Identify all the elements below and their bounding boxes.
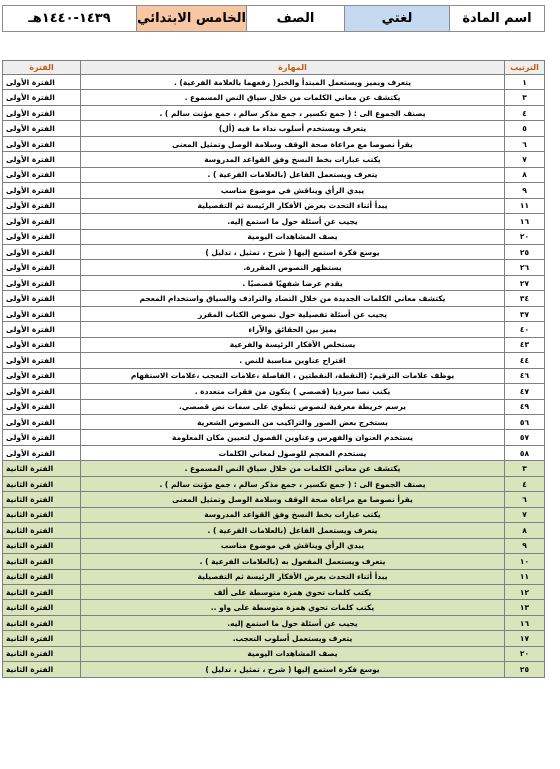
period-text: الفترة الأولى [3, 121, 81, 136]
period-text: الفترة الثانية [3, 461, 81, 476]
table-row [3, 430, 545, 445]
skill-text: يجيب عن أسئلة تفصيلية حول نصوص الكتاب المقرر [81, 306, 505, 321]
period-text: الفترة الأولى [3, 399, 81, 414]
academic-year: ١٤٣٩-١٤٤٠هـ [3, 6, 137, 32]
period-text: الفترة الثانية [3, 492, 81, 507]
skill-text: يقرأ نصوصا مع مراعاة صحة الوقف وسلامة الوصل وتمثيل المعنى [81, 136, 505, 151]
row-number: ٥٧ [505, 430, 545, 445]
period-text: الفترة الأولى [3, 105, 81, 120]
skill-text: يستخرج بعض الصور والتراكيب من النصوص الشعرية [81, 414, 505, 429]
skill-text: يقرأ نصوصا مع مراعاة صحة الوقف وسلامة الوصل وتمثيل المعنى [81, 492, 505, 507]
table-row [3, 476, 545, 491]
row-number: ٤٧ [505, 384, 545, 399]
table-row [3, 631, 545, 646]
table-row [3, 75, 545, 90]
skill-text: يجيب عن أسئلة حول ما استمع إليه. [81, 214, 505, 229]
row-number: ٣٤ [505, 291, 545, 306]
period-text: الفترة الأولى [3, 353, 81, 368]
table-row [3, 167, 545, 182]
skill-text: يصف المشاهدات اليومية [81, 229, 505, 244]
row-number: ١١ [505, 569, 545, 584]
skill-text: يرسم خريطة معرفية لنصوص تنطوي على سمات نص قصصي. [81, 399, 505, 414]
period-text: الفترة الأولى [3, 244, 81, 259]
table-row [3, 507, 545, 522]
table-row [3, 461, 545, 476]
skill-text: يستخلص الأفكار الرئيسة والفرعية [81, 337, 505, 352]
period-text: الفترة الثانية [3, 600, 81, 615]
row-number: ١ [505, 75, 545, 90]
row-number: ٢٦ [505, 260, 545, 275]
row-number: ٤٠ [505, 322, 545, 337]
period-text: الفترة الثانية [3, 615, 81, 630]
skill-text: يصف المشاهدات اليومية [81, 646, 505, 661]
row-number: ٩ [505, 538, 545, 553]
table-row [3, 105, 545, 120]
row-number: ٤ [505, 476, 545, 491]
period-text: الفترة الثانية [3, 538, 81, 553]
row-number: ١٧ [505, 631, 545, 646]
row-number: ٤٦ [505, 368, 545, 383]
row-number: ٧ [505, 507, 545, 522]
period-text: الفترة الثانية [3, 646, 81, 661]
row-number: ٣ [505, 461, 545, 476]
row-number: ٧ [505, 152, 545, 167]
skill-text: يتعرف ويستخدم أسلوب نداء ما فيه (أل) [81, 121, 505, 136]
table-row [3, 260, 545, 275]
column-header-order: الترتيب [505, 61, 545, 75]
document-header [2, 5, 545, 32]
table-row [3, 384, 545, 399]
skill-text: يكتب نصا سرديا (قصصي ) يتكون من فقرات متعددة . [81, 384, 505, 399]
table-row [3, 538, 545, 553]
period-text: الفترة الأولى [3, 368, 81, 383]
row-number: ١٢ [505, 584, 545, 599]
period-text: الفترة الثانية [3, 507, 81, 522]
skill-text: يتعرف ويستعمل المفعول به (بالعلامات الفرعية ) . [81, 554, 505, 569]
table-header-row [3, 61, 545, 75]
row-number: ٥٨ [505, 445, 545, 460]
skill-text: يتعرف ويستعمل الفاعل (بالعلامات الفرعية ) . [81, 167, 505, 182]
table-row [3, 90, 545, 105]
period-text: الفترة الأولى [3, 75, 81, 90]
period-text: الفترة الأولى [3, 90, 81, 105]
table-row [3, 322, 545, 337]
period-text: الفترة الثانية [3, 662, 81, 677]
row-number: ٢٥ [505, 662, 545, 677]
table-row [3, 646, 545, 661]
row-number: ٢٠ [505, 229, 545, 244]
skill-text: يكتب كلمات تحوي همزة متوسطة على ألف [81, 584, 505, 599]
period-text: الفترة الأولى [3, 152, 81, 167]
table-row [3, 600, 545, 615]
column-header-skill: المهارة [81, 61, 505, 75]
period-text: الفترة الأولى [3, 322, 81, 337]
row-number: ١٦ [505, 214, 545, 229]
skill-text: يميز بين الحقائق والآراء [81, 322, 505, 337]
skill-text: يقدم عرضا شفهيًا قصصيًا . [81, 275, 505, 290]
skill-text: يوسع فكرة استمع إليها ( شرح ، تمثيل ، تدليل ) [81, 244, 505, 259]
subject-value: لغتي [345, 6, 450, 32]
period-text: الفترة الأولى [3, 260, 81, 275]
row-number: ٤ [505, 105, 545, 120]
row-number: ٣٧ [505, 306, 545, 321]
row-number: ٢٠ [505, 646, 545, 661]
table-row [3, 244, 545, 259]
table-row [3, 152, 545, 167]
row-number: ٦ [505, 492, 545, 507]
row-number: ٢٧ [505, 275, 545, 290]
period-text: الفترة الأولى [3, 136, 81, 151]
table-row [3, 554, 545, 569]
skill-text: يجيب عن أسئلة حول ما استمع إليه. [81, 615, 505, 630]
row-number: ١٣ [505, 600, 545, 615]
subject-label: اسم المادة [450, 6, 545, 32]
table-row [3, 337, 545, 352]
table-row [3, 615, 545, 630]
skill-text: يكتب كلمات تحوي همزة متوسطة على واو .. [81, 600, 505, 615]
table-row [3, 198, 545, 213]
table-row [3, 584, 545, 599]
skills-table [2, 60, 545, 678]
row-number: ١١ [505, 198, 545, 213]
table-row [3, 414, 545, 429]
table-row [3, 136, 545, 151]
period-text: الفترة الثانية [3, 631, 81, 646]
period-text: الفترة الأولى [3, 214, 81, 229]
row-number: ٩ [505, 183, 545, 198]
skill-text: يستخدم العنوان والفهرس وعناوين الفصول لتعيين مكان المعلومة [81, 430, 505, 445]
period-text: الفترة الثانية [3, 554, 81, 569]
table-row [3, 229, 545, 244]
row-number: ٥ [505, 121, 545, 136]
period-text: الفترة الأولى [3, 229, 81, 244]
row-number: ٥٦ [505, 414, 545, 429]
skill-text: يكتشف معاني الكلمات الجديدة من خلال التضاد والترادف والسياق واستخدام المعجم [81, 291, 505, 306]
skill-text: يستخدم المعجم للوصول لمعاني الكلمات [81, 445, 505, 460]
table-row [3, 214, 545, 229]
table-row [3, 492, 545, 507]
skill-text: يوسع فكرة استمع إليها ( شرح ، تمثيل ، تدليل ) [81, 662, 505, 677]
period-text: الفترة الثانية [3, 523, 81, 538]
skill-text: يتعرف ويستعمل أسلوب التعجب. [81, 631, 505, 646]
skill-text: يبدأ أثناء التحدث بعرض الأفكار الرئيسة ثم التفصيلية [81, 569, 505, 584]
table-row [3, 291, 545, 306]
skill-text: يكتشف عن معاني الكلمات من خلال سياق النص المسموع . [81, 461, 505, 476]
table-row [3, 306, 545, 321]
table-row [3, 183, 545, 198]
period-text: الفترة الأولى [3, 198, 81, 213]
table-row [3, 399, 545, 414]
period-text: الفترة الأولى [3, 183, 81, 198]
table-row [3, 121, 545, 136]
row-number: ٨ [505, 523, 545, 538]
table-row [3, 275, 545, 290]
table-row [3, 353, 545, 368]
skill-text: يبدي الرأي ويناقش في موضوع مناسب [81, 183, 505, 198]
skill-text: يكتب عبارات بخط النسخ وفق القواعد المدروسة [81, 507, 505, 522]
period-text: الفترة الأولى [3, 430, 81, 445]
row-number: ٨ [505, 167, 545, 182]
table-row [3, 368, 545, 383]
period-text: الفترة الأولى [3, 337, 81, 352]
skill-text: يكتب عبارات بخط النسخ وفق القواعد المدروسة [81, 152, 505, 167]
grade-label: الصف [247, 6, 345, 32]
period-text: الفترة الأولى [3, 384, 81, 399]
skill-text: يبدأ أثناء التحدث بعرض الأفكار الرئيسة ثم التفصيلية [81, 198, 505, 213]
period-text: الفترة الأولى [3, 445, 81, 460]
skill-text: يتعرف ويميز ويستعمل المبتدأ والخبر( رفعهما بالعلامة الفرعية) . [81, 75, 505, 90]
table-row [3, 569, 545, 584]
table-row [3, 662, 545, 677]
skill-text: يوظف علامات الترقيم: (النقطة، النقطتين ، الفاصلة ،علامات التعجب ،علامات الاستفهام [81, 368, 505, 383]
period-text: الفترة الثانية [3, 584, 81, 599]
grade-value: الخامس الابتدائي [137, 6, 247, 32]
period-text: الفترة الأولى [3, 167, 81, 182]
skill-text: يصنف الجموع الى : ( جمع تكسير ، جمع مذكر سالم ، جمع مؤنث سالم ) . [81, 476, 505, 491]
table-row [3, 523, 545, 538]
table-row [3, 445, 545, 460]
row-number: ٤٣ [505, 337, 545, 352]
skill-text: يبدي الرأي ويناقش في موضوع مناسب [81, 538, 505, 553]
row-number: ١٠ [505, 554, 545, 569]
skill-text: يصنف الجموع الى : ( جمع تكسير ، جمع مذكر سالم ، جمع مؤنث سالم ) . [81, 105, 505, 120]
skill-text: يستظهر النصوص المقررة. [81, 260, 505, 275]
period-text: الفترة الأولى [3, 306, 81, 321]
row-number: ٤٤ [505, 353, 545, 368]
skill-text: اقتراح عناوين مناسبة للنص . [81, 353, 505, 368]
period-text: الفترة الأولى [3, 414, 81, 429]
period-text: الفترة الثانية [3, 569, 81, 584]
period-text: الفترة الأولى [3, 291, 81, 306]
period-text: الفترة الثانية [3, 476, 81, 491]
skill-text: يتعرف ويستعمل الفاعل (بالعلامات الفرعية ) . [81, 523, 505, 538]
skill-text: يكتشف عن معاني الكلمات من خلال سياق النص المسموع . [81, 90, 505, 105]
row-number: ٤٩ [505, 399, 545, 414]
row-number: ١٦ [505, 615, 545, 630]
row-number: ٢٥ [505, 244, 545, 259]
period-text: الفترة الأولى [3, 275, 81, 290]
row-number: ٦ [505, 136, 545, 151]
row-number: ٣ [505, 90, 545, 105]
column-header-period: الفترة [3, 61, 81, 75]
